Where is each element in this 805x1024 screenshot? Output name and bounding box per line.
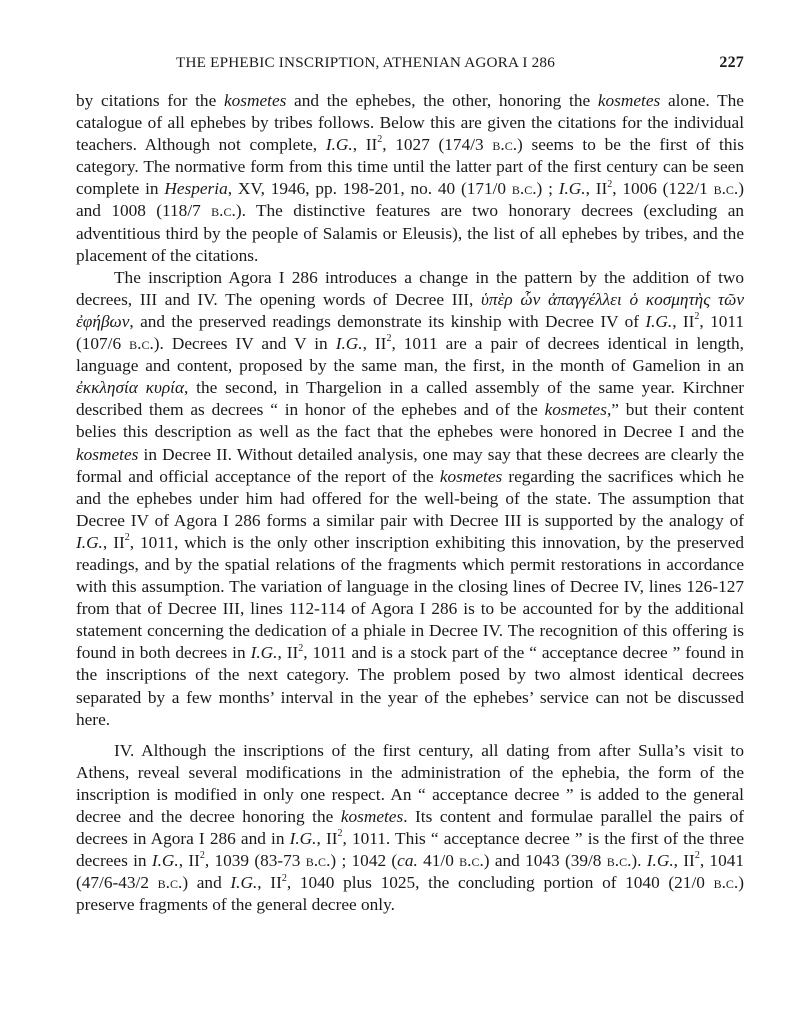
paragraph-agora-i-286: The inscription Agora I 286 introduces a change in the pattern by the addition of two decrees, III and IV. The opening words of Decree III, ὑπὲρ ὧν ἀπαγγέλλει ὁ κοσμητὴς τῶν ἐφήβων, and the preserved readings demonstrate its kinship with Decree IV of I.G., $II^2$, 1011 (107/6 b.c.). Decrees IV and V in I.G., $II^2$, 1011 are a pair of decrees identical in length, language and content, proposed by the same man, the first, in the month of Gamelion in an ἐκκλησία κυρία, the second, in Thargelion in a called assembly of the same year. Kirchner described them as decrees “ in honor of the ephebes and of the kosmetes,” but their content belies this description as well as the fact that the ephebes were honored in Decree I and the kosmetes in Decree II. Without detailed analysis, one may say that these decrees are clearly the formal and official acceptance of the report of the kosmetes regarding the sacrifices which he and the ephebes under him had offered for the well-being of the state. The assumption that Decree IV of Agora I 286 forms a similar pair with Decree III is supported by the analogy of I.G., $II^2$, 1011, which is the only other inscription exhibiting this innovation, by the preserved readings, and by the spatial relations of the fragments which permit restorations in accordance with this assumption. The variation of language in the closing lines of Decree IV, lines 126-127 from that of Decree III, lines 112-114 of Agora I 286 is to be accounted for by the additional statement concerning the dedication of a phiale in Decree IV. The recognition of this offering is found in both decrees in I.G., $II^2$, 1011 and is a stock part of the “ acceptance decree ” found in the inscriptions of the next category. The problem posed by two almost identical decrees separated by a few months’ interval in the year of the ephebes’ service can not be discussed here. <box>76 267 745 729</box>
paragraph-section-iv: IV. Although the inscriptions of the first century, all dating from after Sulla’s visit to Athens, reveal several modifications in the administration of the ephebia, the form of the inscription is modified in only one respect. An “ acceptance decree ” is added to the general decree and the decree honoring the kosmetes. Its content and formulae parallel the pairs of decrees in Agora I 286 and in I.G., $II^2$, 1011. This “ acceptance decree ” is the first of the three decrees in I.G., $II^2$, 1039 (83-73 b.c.) ; 1042 (ca. 41/0 b.c.) and 1043 (39/8 b.c.). I.G., $II^2$, 1041 (47/6-43/2 b.c.) and I.G., $II^2$, 1040 plus 1025, the concluding portion of 1040 (21/0 b.c.) preserve fragments of the general decree only. <box>76 740 745 915</box>
running-title: THE EPHEBIC INSCRIPTION, ATHENIAN AGORA I 286 <box>176 54 555 71</box>
paragraph-continuation: by citations for the kosmetes and the ephebes, the other, honoring the kosmetes alone. The catalogue of all ephebes by tribes follows. Below this are given the citations for the individual teachers. Although not complete, I.G., $II^2$, 1027 (174/3 b.c.) seems to be the first of this category. The normative form from this time until the latter part of the first century can be seen complete in Hesperia, XV, 1946, pp. 198-201, no. 40 (171/0 b.c.) ; I.G., $II^2$, 1006 (122/1 b.c.) and 1008 (118/7 b.c.). The distinctive features are two honorary decrees (excluding an adventitious third by the people of Salamis or Eleusis), the list of all ephebes by tribes, and the placement of the citations. <box>76 91 745 265</box>
page-number: 227 <box>719 54 744 71</box>
body-text <box>76 90 744 916</box>
